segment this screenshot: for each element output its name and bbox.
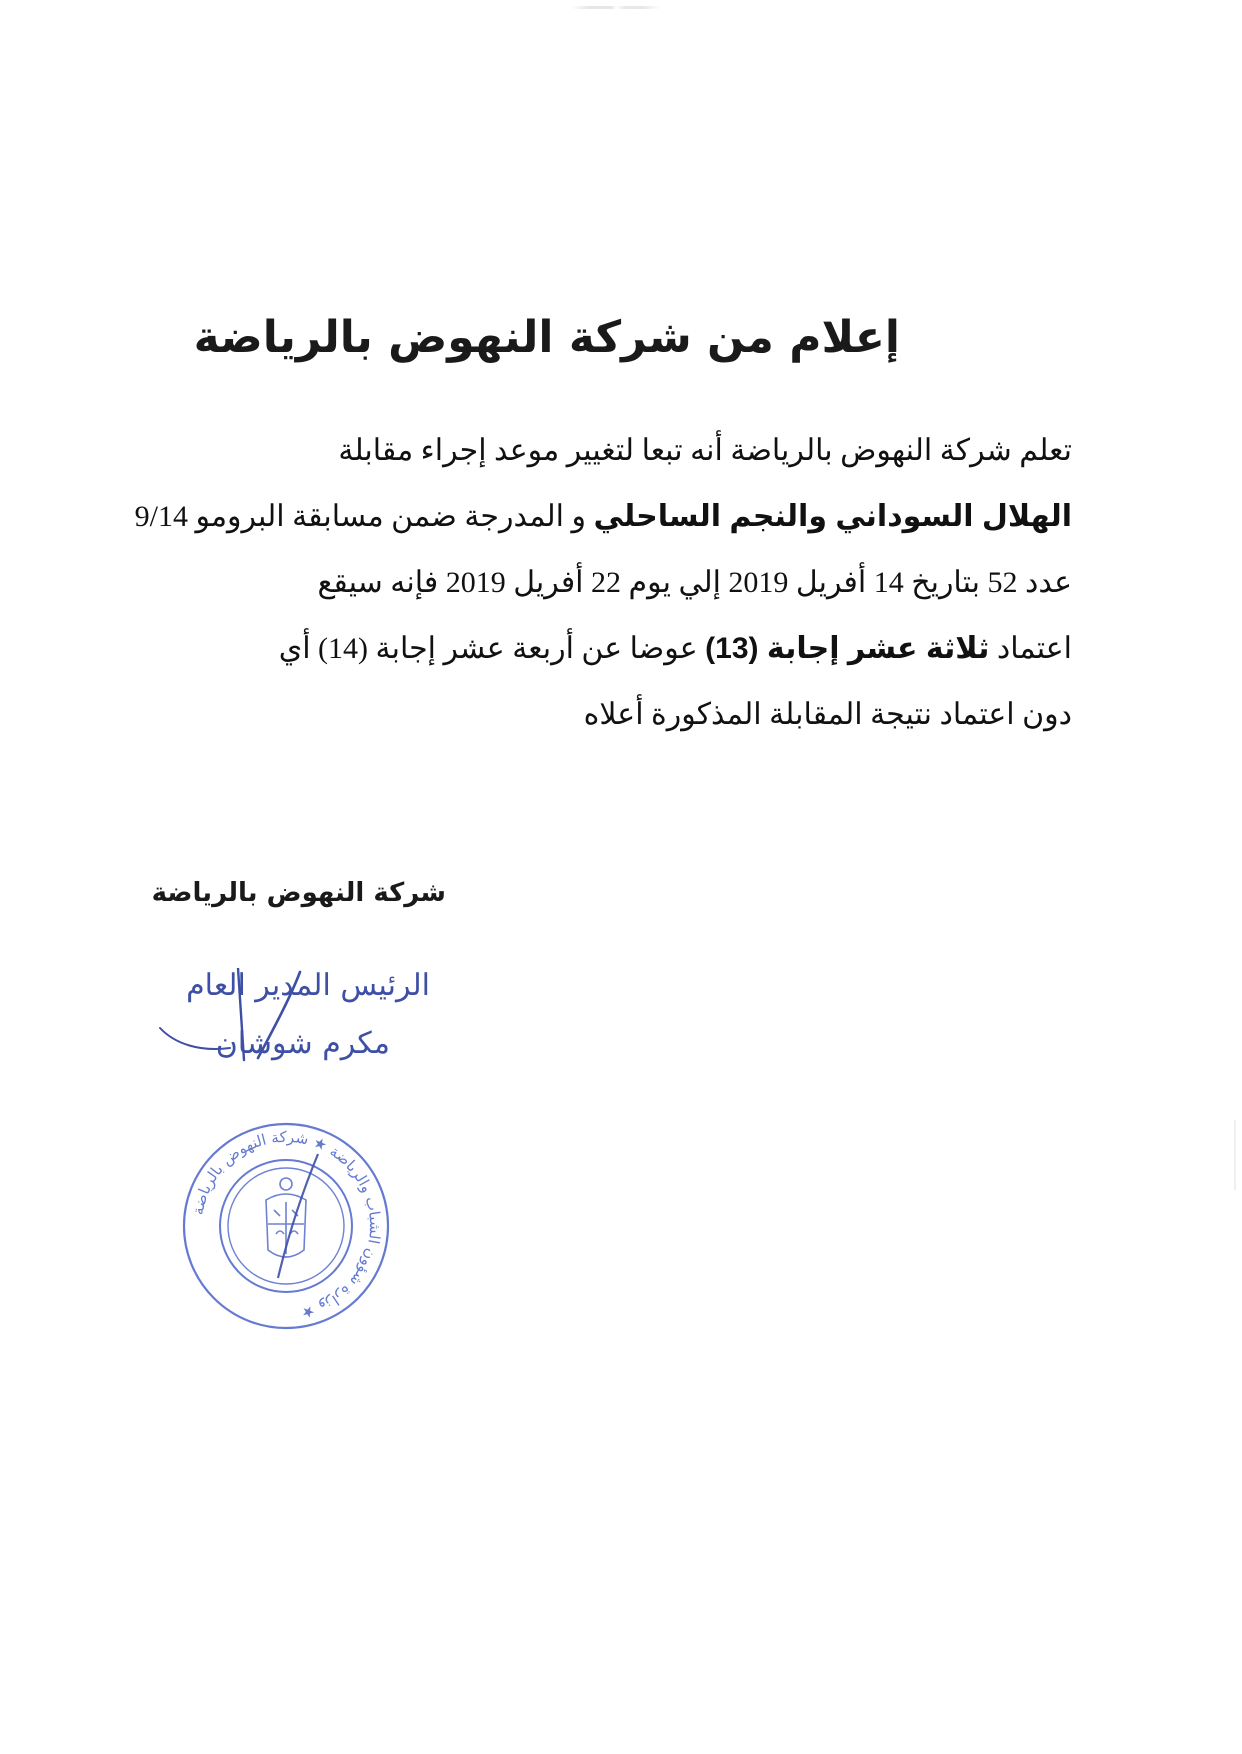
body-emphasis: ثلاثة عشر إجابة (13) — [705, 632, 990, 665]
body-text-segment: دون اعتماد نتيجة المقابلة المذكورة أعلاه — [583, 698, 1072, 731]
svg-text:وزارة شؤون الشباب والرياضة ★ ش: وزارة شؤون الشباب والرياضة ★ شركة النهوض بالرياضة ★ — [188, 1127, 385, 1323]
document-title: إعلام من شركة النهوض بالرياضة — [193, 312, 900, 363]
scan-edge-artifact — [1234, 1120, 1236, 1190]
body-text-segment: عوضا عن أربعة عشر إجابة (14) أي — [278, 632, 706, 665]
body-text-segment: عدد 52 بتاريخ 14 أفريل 2019 إلي يوم 22 أفريل 2019 فإنه سيقع — [317, 566, 1072, 599]
scan-artifact — [571, 6, 661, 9]
body-line — [152, 550, 1072, 616]
announcement-body — [134, 418, 1072, 748]
handwritten-signature — [130, 968, 430, 1108]
body-line — [152, 616, 1072, 682]
body-line — [134, 484, 1072, 550]
body-text-segment: اعتماد — [989, 632, 1072, 665]
body-text-segment: تعلم شركة النهوض بالرياضة أنه تبعا لتغيير موعد إجراء مقابلة — [338, 434, 1072, 467]
signatory-title: الرئيس المدير العام — [186, 968, 430, 1003]
body-text-segment: و المدرجة ضمن مسابقة البرومو 9/14 — [134, 500, 594, 533]
body-line — [152, 682, 1072, 748]
body-emphasis: الهلال السوداني والنجم الساحلي — [593, 500, 1072, 533]
company-signature-line: شركة النهوض بالرياضة — [151, 878, 446, 908]
official-stamp-icon — [178, 1118, 394, 1334]
signatory-name: مكرم شوشان — [215, 1026, 390, 1061]
body-line — [152, 418, 1072, 484]
